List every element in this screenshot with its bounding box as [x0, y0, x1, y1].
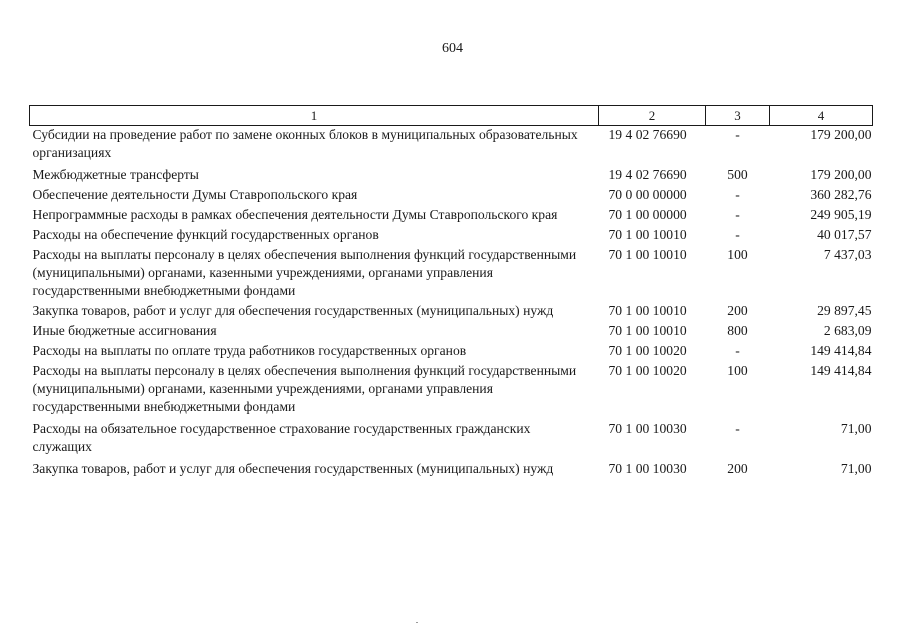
row-vr: 100: [727, 363, 748, 378]
table-row: [30, 186, 873, 206]
row-amount: 249 905,19: [810, 207, 872, 222]
row-vr: -: [735, 421, 740, 436]
row-code: 70 1 00 10010: [608, 247, 687, 262]
row-code: 70 1 00 10010: [608, 303, 687, 318]
row-name: Закупка товаров, работ и услуг для обеспечения государственных (муниципальных) нужд: [32, 303, 554, 318]
row-name: Расходы на обеспечение функций государственных органов: [32, 227, 379, 242]
row-amount: 7 437,03: [823, 247, 872, 262]
row-code: 19 4 02 76690: [608, 127, 687, 142]
budget-table: [29, 105, 872, 478]
row-name: Расходы на обязательное государственное страхование государственных гражданских служащих: [32, 421, 531, 454]
page-number: 604: [442, 41, 463, 56]
table-row: [30, 302, 873, 322]
row-vr: 500: [727, 167, 748, 182]
row-code: 70 1 00 10020: [608, 343, 687, 358]
scan-dot: [416, 622, 418, 623]
table-row: [30, 226, 873, 246]
row-code: 70 1 00 00000: [608, 207, 687, 222]
row-amount: 2 683,09: [823, 323, 872, 338]
row-name: Обеспечение деятельности Думы Ставропольского края: [32, 187, 358, 202]
row-amount: 149 414,84: [810, 343, 872, 358]
row-amount: 149 414,84: [810, 363, 872, 378]
row-amount: 40 017,57: [817, 227, 872, 242]
row-vr: -: [735, 343, 740, 358]
header-col-3: 3: [706, 106, 770, 126]
table-row: [30, 246, 873, 302]
row-vr: -: [735, 207, 740, 222]
row-vr: 200: [727, 461, 748, 476]
table-header-row: [30, 106, 873, 126]
row-vr: -: [735, 227, 740, 242]
table-row: [30, 342, 873, 362]
header-col-2: 2: [599, 106, 706, 126]
row-code: 70 1 00 10030: [608, 461, 687, 476]
header-col-1: 1: [30, 106, 599, 126]
row-amount: 179 200,00: [810, 167, 872, 182]
row-name: Иные бюджетные ассигнования: [32, 323, 217, 338]
table-row: [30, 166, 873, 186]
row-name: Межбюджетные трансферты: [32, 167, 199, 182]
row-name: Расходы на выплаты персоналу в целях обеспечения выполнения функций государственными (муниципальными) органами, казенными учреждениями, органами управления государственными внебюджетными фондами: [32, 363, 577, 414]
row-name: Закупка товаров, работ и услуг для обеспечения государственных (муниципальных) нужд: [32, 461, 554, 476]
row-amount: 71,00: [840, 421, 872, 436]
row-code: 70 1 00 10030: [608, 421, 687, 436]
row-code: 70 1 00 10010: [608, 323, 687, 338]
row-vr: -: [735, 187, 740, 202]
row-name: Непрограммные расходы в рамках обеспечения деятельности Думы Ставропольского края: [32, 207, 558, 222]
row-vr: 800: [727, 323, 748, 338]
row-name: Расходы на выплаты персоналу в целях обеспечения выполнения функций государственными (муниципальными) органами, казенными учреждениями, органами управления государственными внебюджетными фондами: [32, 247, 577, 298]
row-amount: 179 200,00: [810, 127, 872, 142]
table-row: [30, 126, 873, 167]
table-row: [30, 460, 873, 478]
row-code: 70 1 00 10020: [608, 363, 687, 378]
row-name: Субсидии на проведение работ по замене оконных блоков в муниципальных образовательных организациях: [32, 127, 578, 160]
row-vr: -: [735, 127, 740, 142]
header-col-4: 4: [770, 106, 873, 126]
row-vr: 100: [727, 247, 748, 262]
row-code: 70 1 00 10010: [608, 227, 687, 242]
table-row: [30, 362, 873, 420]
table-row: [30, 206, 873, 226]
table-row: [30, 420, 873, 460]
row-code: 70 0 00 00000: [608, 187, 687, 202]
row-amount: 360 282,76: [810, 187, 872, 202]
row-code: 19 4 02 76690: [608, 167, 687, 182]
row-amount: 71,00: [840, 461, 872, 476]
row-amount: 29 897,45: [817, 303, 872, 318]
row-name: Расходы на выплаты по оплате труда работников государственных органов: [32, 343, 467, 358]
row-vr: 200: [727, 303, 748, 318]
table-row: [30, 322, 873, 342]
